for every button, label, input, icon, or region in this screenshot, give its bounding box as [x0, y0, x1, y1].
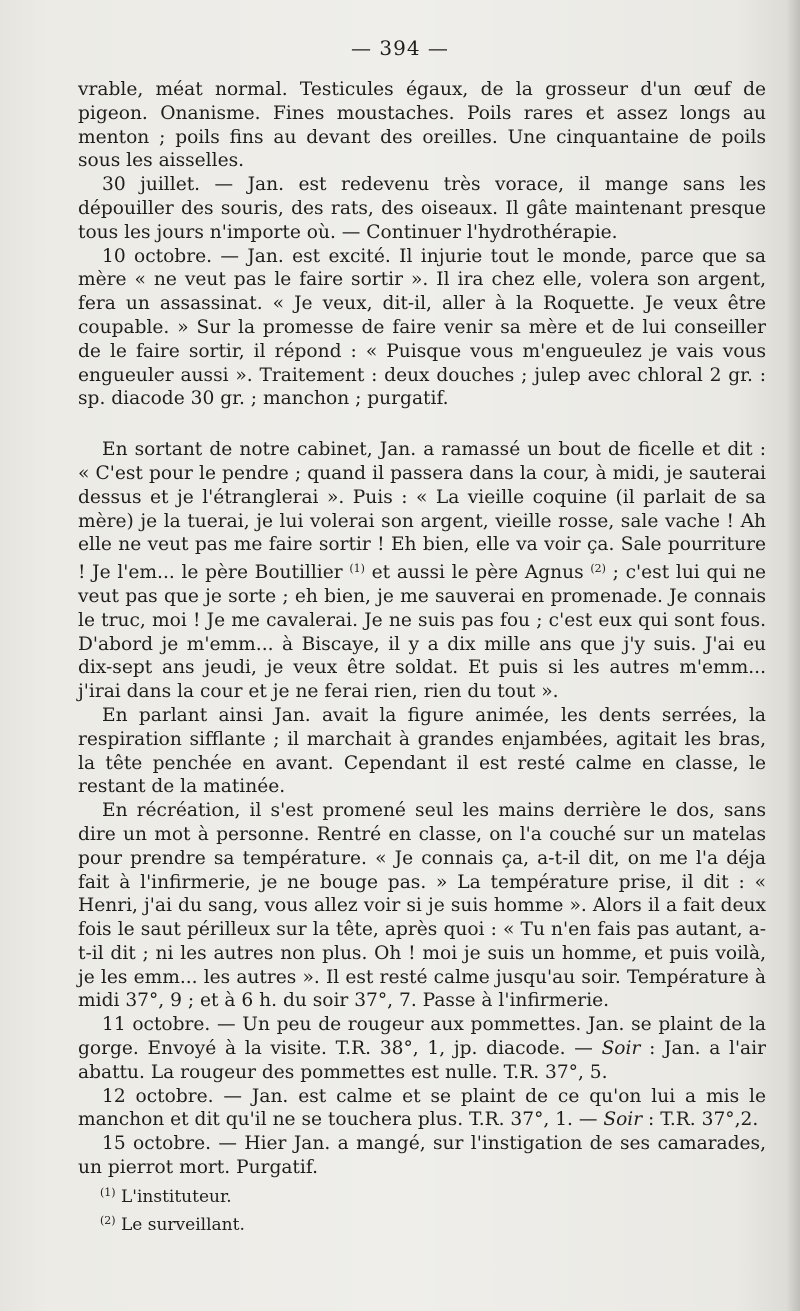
paragraph-12-octobre: [78, 1085, 766, 1133]
footnote-2: [100, 1209, 600, 1237]
paragraph-15-octobre: 15 octobre. — Hier Jan. a mangé, sur l'instigation de ses camarades, un pierrot mort. Purgatif.: [78, 1133, 766, 1179]
soir-italic: Soir: [601, 1038, 641, 1060]
footnote-mark: (2): [100, 1214, 116, 1227]
footnotes: [100, 1181, 600, 1237]
footnote-ref-1: (1): [349, 562, 365, 576]
text-segment: 12 octobre. — Jan. est calme et se plaint de ce qu'on lui a mis le manchon et dit qu'il ne se touchera plus. T.R. 37°, 1. —: [78, 1085, 766, 1131]
footnote-mark: (1): [100, 1186, 116, 1199]
page-number: — 394 —: [351, 36, 449, 60]
text-segment: ; c'est lui qui ne veut pas que je sorte ; eh bien, je me sauverai en promenade. Je connais le truc, moi ! Je me cavalerai. Je ne suis pas fou ; c'est eux qui sont fous. D'abord je m'emm... à Biscaye, il y a dix mille ans que j'y suis. J'ai eu dix-sept ans jeudi, je veux être soldat. Et puis si les autres m'emm... j'irai dans la cour et je ne ferai rien, rien du tout ».: [78, 562, 766, 703]
footnote-text: Le surveillant.: [115, 1215, 245, 1235]
paragraph-1: vrable, méat normal. Testicules égaux, de la grosseur d'un œuf de pigeon. Onanisme. Fines moustaches. Poils rares et assez longs au menton ; poils fins au devant des oreilles. Une cinquantaine de poils sous les aisselles.: [78, 79, 766, 172]
text-segment: En sortant de notre cabinet, Jan. a ramassé un bout de ficelle et dit : « C'est pour le pendre ; quand il passera dans la cour, à midi, je sauterai dessus et je l'étranglerai ». Puis : « La vieille coquine (il parlait de sa mère) je la tuerai, je lui volerai son argent, vieille rosse, sale vache ! Ah elle ne veut pas me faire sortir ! Eh bien, elle va voir ça. Sale pourriture ! Je l'em... le père Boutillier: [78, 439, 766, 584]
text-segment: : T.R. 37°,2.: [642, 1109, 759, 1131]
text-segment: : Jan. a l'air abattu. La rougeur des pommettes est nulle. T.R. 37°, 5.: [78, 1038, 766, 1083]
footnote-ref-2: (2): [590, 562, 606, 576]
footnote-text: L'instituteur.: [115, 1187, 232, 1207]
paragraph-11-octobre: [78, 1013, 766, 1084]
paragraph-30-juillet: 30 juillet. — Jan. est redevenu très vorace, il mange sans les dépouiller des souris, des rats, des oiseaux. Il gâte maintenant presque tous les jours n'importe où. — Continuer l'hydrothérapie.: [78, 174, 766, 243]
text-segment: 11 octobre. — Un peu de rougeur aux pommettes. Jan. se plaint de la gorge. Envoyé à la visite. T.R. 38°, 1, jp. diacode. —: [78, 1014, 766, 1060]
paragraph-en-sortant: [78, 438, 766, 704]
paragraph-en-recreation: En récréation, il s'est promené seul les mains derrière le dos, sans dire un mot à personne. Rentré en classe, on l'a couché sur un matelas pour prendre sa température. « Je connais ça, a-t-il dit, on me l'a déja fait à l'infirmerie, je ne bouge pas. » La température prise, il dit : « Henri, j'ai du sang, vous allez voir si je suis homme ». Alors il a fait deux fois le saut périlleux sur la tête, après quoi : « Tu n'en fais pas autant, a-t-il dit ; ni les autres non plus. Oh ! moi je suis un homme, et puis voilà, je les emm... les autres ». Il est resté calme jusqu'au soir. Température à midi 37°, 9 ; et à 6 h. du soir 37°, 7. Passe à l'infirmerie.: [78, 800, 766, 1012]
paragraph-en-parlant: En parlant ainsi Jan. avait la figure animée, les dents serrées, la respiration sifflante ; il marchait à grandes enjambées, agitait les bras, la tête penchée en avant. Cependant il est resté calme en classe, le restant de la matinée.: [78, 704, 766, 798]
text-segment: et aussi le père Agnus: [364, 562, 591, 584]
body-text: [78, 78, 766, 1180]
soir-italic: Soir: [603, 1109, 643, 1131]
page-spine-shadow: [786, 0, 800, 1311]
footnote-1: [100, 1181, 600, 1209]
paragraph-10-octobre: 10 octobre. — Jan. est excité. Il injurie tout le monde, parce que sa mère « ne veut pas le faire sortir ». Il ira chez elle, volera son argent, fera un assassinat. « Je veux, dit-il, aller à la Roquette. Je veux être coupable. » Sur la promesse de faire venir sa mère et de lui conseiller de le faire sortir, il répond : « Puisque vous m'engueulez je vais vous engueuler aussi ». Traitement : deux douches ; julep avec chloral 2 gr. : sp. diacode 30 gr. ; manchon ; purgatif.: [78, 245, 766, 410]
